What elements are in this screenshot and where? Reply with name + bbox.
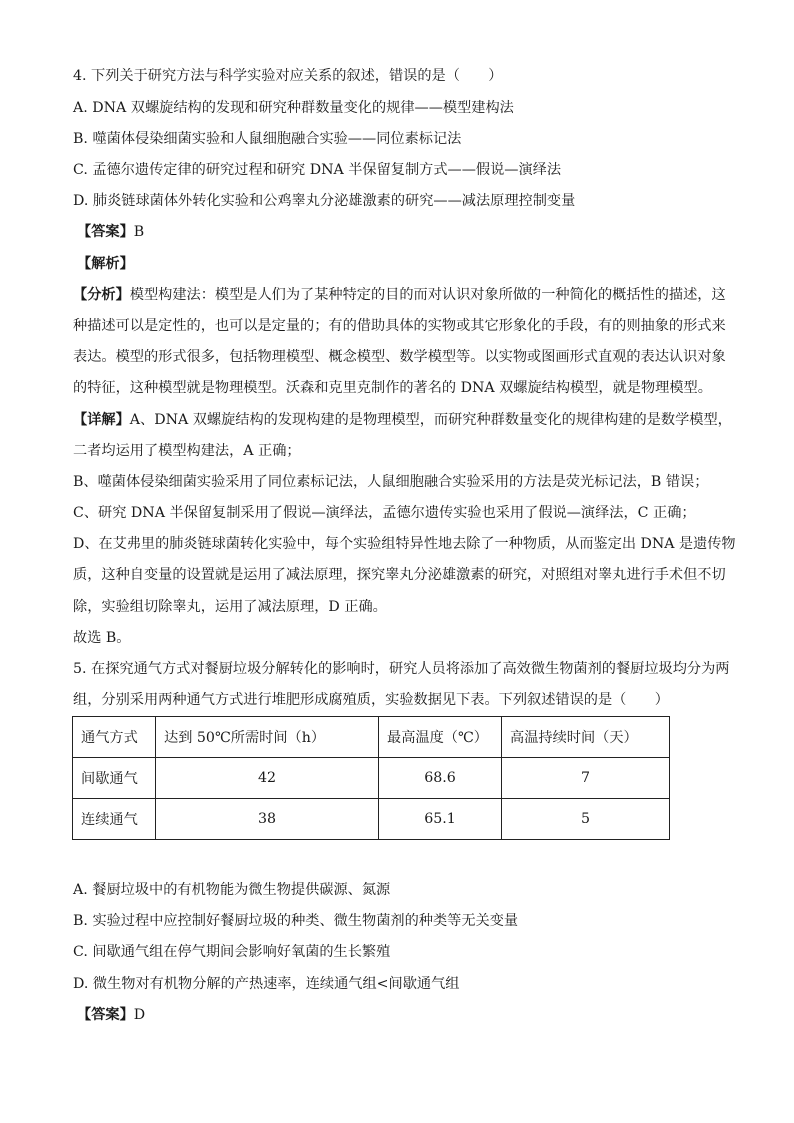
q4-option-b: B. 噬菌体侵染细菌实验和人鼠细胞融合实验——同位素标记法 [73,131,462,147]
q5-option-d: D. 微生物对有机物分解的产热速率，连续通气组<间歇通气组 [73,976,460,992]
table-header-cell: 通气方式 [73,717,156,758]
q4-analysis-heading [77,254,134,274]
q4-answer [77,222,144,242]
answer-value: B [133,224,145,240]
xiangjie-text-1: A、DNA 双螺旋结构的发现构建的是物理模型，而研究种群数量变化的规律构建的是数学模型， [129,412,732,428]
answer-value: D [133,1007,146,1023]
q5-option-a: A. 餐厨垃圾中的有机物能为微生物提供碳源、氮源 [73,882,391,898]
xiangjie-line-6: 质，这种自变量的设置就是运用了减法原理，探究睾丸分泌雄激素的研究，对照组对睾丸进行手术但不切 [73,567,726,583]
fenxi-text-1: 模型构建法：模型是人们为了某种特定的目的而对认识对象所做的一种简化的概括性的描述，这 [129,287,726,303]
table-cell: 42 [156,758,379,799]
table-cell: 65.1 [379,799,502,840]
q5-option-c: C. 间歇通气组在停气期间会影响好氧菌的生长繁殖 [73,944,391,960]
table-cell: 5 [502,799,670,840]
fenxi-line-2: 种描述可以是定性的，也可以是定量的；有的借助具体的实物或其它形象化的手段，有的则抽象的形式来 [73,318,726,334]
xiangjie-line-3: B、噬菌体侵染细菌实验采用了同位素标记法，人鼠细胞融合实验采用的方法是荧光标记法，B 错误； [73,474,709,490]
xiangjie-line-2: 二者均运用了模型构建法，A 正确； [73,443,301,459]
table-header-cell: 高温持续时间（天） [502,717,670,758]
q5-stem-line-1: 5. 在探究通气方式对餐厨垃圾分解转化的影响时，研究人员将添加了高效微生物菌剂的餐厨垃圾均分为两 [73,661,730,677]
q5-stem-line-2: 组，分别采用两种通气方式进行堆肥形成腐殖质，实验数据见下表。下列叙述错误的是（ ） [73,692,669,708]
table-header-cell: 最高温度（℃） [379,717,502,758]
q4-stem: 4. 下列关于研究方法与科学实验对应关系的叙述，错误的是（ ） [73,68,503,84]
table-cell: 38 [156,799,379,840]
xiangjie-line-5: D、在艾弗里的肺炎链球菌转化实验中，每个实验组特异性地去除了一种物质，从而鉴定出 DNA 是遗传物 [73,536,736,552]
fenxi-line-3: 表达。模型的形式很多，包括物理模型、概念模型、数学模型等。以实物或图画形式直观的表达认识对象 [73,349,726,365]
table-row [73,758,670,799]
table-header-cell: 达到 50℃所需时间（h） [156,717,379,758]
analysis-tag: 【解析】 [77,256,134,272]
xiangjie-line-7: 除，实验组切除睾丸，运用了减法原理，D 正确。 [73,599,387,615]
table-cell: 7 [502,758,670,799]
fenxi-line-4: 的特征，这种模型就是物理模型。沃森和克里克制作的著名的 DNA 双螺旋结构模型，就是物理模型。 [73,380,712,396]
fenxi-line-1 [73,285,726,305]
q5-data-table [72,716,670,840]
table-header-row [73,717,670,758]
table-cell: 68.6 [379,758,502,799]
q4-option-c: C. 孟德尔遗传定律的研究过程和研究 DNA 半保留复制方式——假说—演绎法 [73,162,562,178]
answer-tag: 【答案】 [77,1007,134,1023]
xiangjie-tag: 【详解】 [73,412,130,428]
q4-option-d: D. 肺炎链球菌体外转化实验和公鸡睾丸分泌雄激素的研究——减法原理控制变量 [73,193,576,209]
xiangjie-line-8: 故选 B。 [73,630,131,646]
table-cell: 连续通气 [73,799,156,840]
table-row [73,799,670,840]
xiangjie-line-1 [73,410,732,430]
xiangjie-line-4: C、研究 DNA 半保留复制采用了假说—演绎法，孟德尔遗传实验也采用了假说—演绎法，C 正确； [73,505,696,521]
fenxi-tag: 【分析】 [73,287,130,303]
q5-answer [77,1005,145,1025]
q5-option-b: B. 实验过程中应控制好餐厨垃圾的种类、微生物菌剂的种类等无关变量 [73,913,519,929]
table-cell: 间歇通气 [73,758,156,799]
q4-option-a: A. DNA 双螺旋结构的发现和研究种群数量变化的规律——模型建构法 [73,100,514,116]
answer-tag: 【答案】 [77,224,134,240]
